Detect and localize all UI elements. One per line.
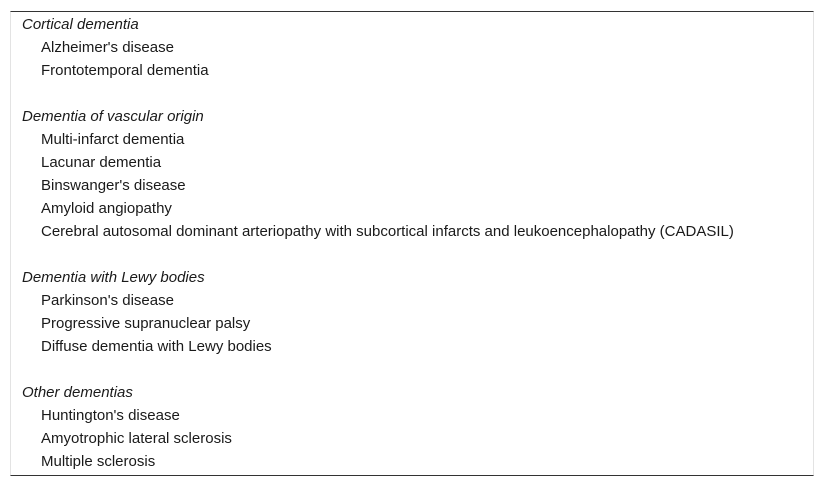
group-title-cortical: Cortical dementia xyxy=(22,16,139,33)
dementia-classification-table xyxy=(10,11,814,476)
list-item: Diffuse dementia with Lewy bodies xyxy=(41,338,272,355)
group-spacer xyxy=(11,243,813,266)
group-title-lewy-bodies: Dementia with Lewy bodies xyxy=(22,269,205,286)
list-item: Lacunar dementia xyxy=(41,154,162,171)
group-title-other: Other dementias xyxy=(22,384,133,401)
group-spacer xyxy=(11,82,813,105)
list-item: Alzheimer's disease xyxy=(41,39,174,56)
group-spacer xyxy=(11,358,813,381)
list-item: Multi-infarct dementia xyxy=(41,131,185,148)
list-item: Parkinson's disease xyxy=(41,292,174,309)
list-item: Multiple sclerosis xyxy=(41,453,156,470)
list-item: Amyloid angiopathy xyxy=(41,200,172,217)
list-item: Huntington's disease xyxy=(41,407,180,424)
list-item: Binswanger's disease xyxy=(41,177,186,194)
list-item: Amyotrophic lateral sclerosis xyxy=(41,430,232,447)
list-item: Progressive supranuclear palsy xyxy=(41,315,251,332)
list-item: Frontotemporal dementia xyxy=(41,62,209,79)
list-item: Cerebral autosomal dominant arteriopathy with subcortical infarcts and leukoencephalopathy (CADASIL) xyxy=(41,223,734,240)
group-title-vascular: Dementia of vascular origin xyxy=(22,108,204,125)
